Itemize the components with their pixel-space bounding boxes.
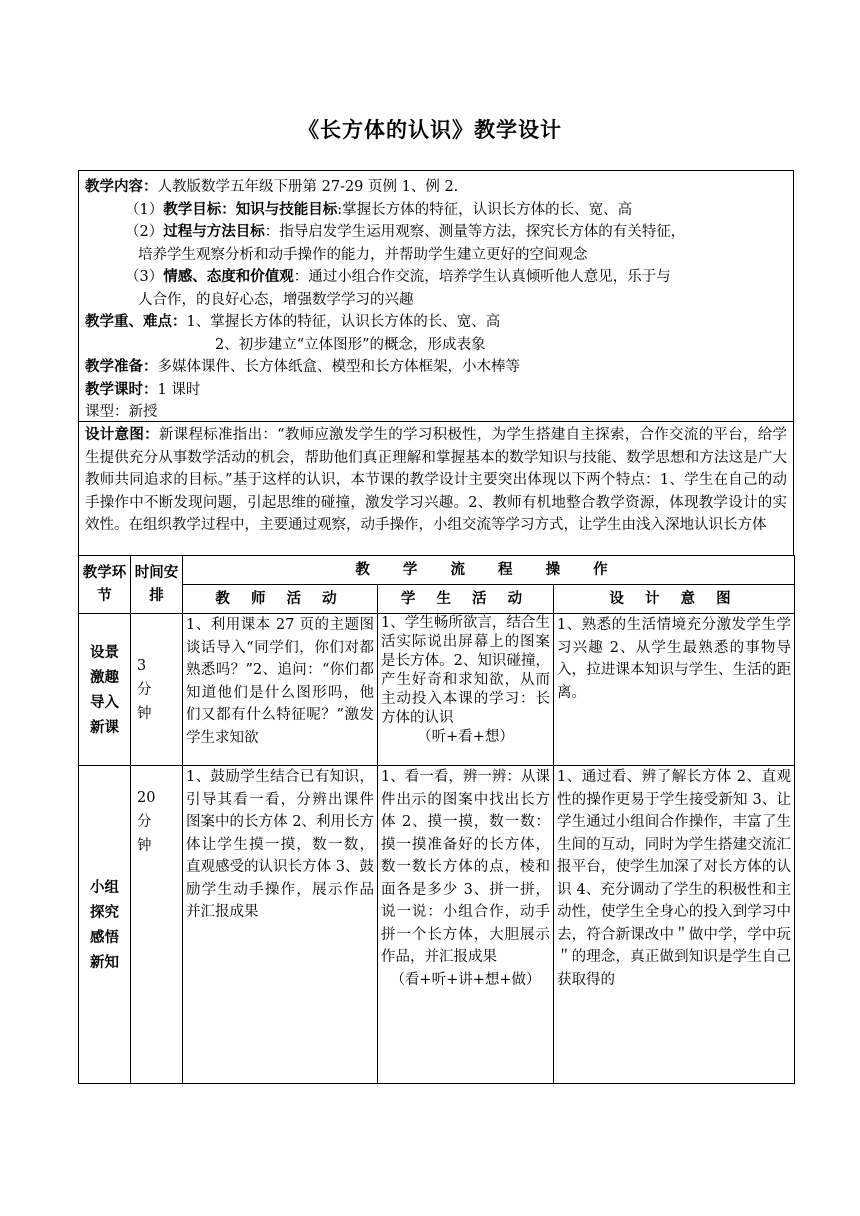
intent-header: 设 计 意 图 [554,585,795,614]
stage-line: 激趣 [90,668,119,686]
goal3-line [85,266,787,289]
flow-table [78,555,795,1084]
teacher-cell: 1、利用课本 27 页的主题图谈话导入“同学们，你们对都熟悉吗？”2、追问：“你们都知道他们是什么图形吗，他们又都有什么特征呢？”激发学生求知欲 [183,614,378,766]
content-line [85,176,787,199]
design-intent [78,421,794,556]
goal2-text-a: ：指导启发学生运用观察、测量等方法，探究长方体的有关特征， [264,224,686,240]
student-header: 学 生 活 动 [378,585,554,614]
goal3-line-b: 人合作，的良好心态，增强数学学习的兴趣 [138,291,414,308]
goal1-text: :掌握长方体的特征，认识长方体的长、宽、高 [337,201,633,218]
design-label: 设计意图： [85,426,159,443]
time-line: 分 [137,681,152,698]
key-line [85,311,787,334]
key-label: 教学重、难点： [85,313,187,330]
hours-line [85,379,787,402]
goal2-line-b: 培养学生观察分析和动手操作的能力，并帮助学生建立更好的空间观念 [138,246,588,263]
stage-line: 设景 [90,643,119,661]
col-stage-header [79,556,131,614]
prep-line [85,356,787,379]
time-cell [131,766,183,1084]
time-line: 钟 [137,705,152,722]
teacher-header: 教 师 活 动 [183,585,378,614]
stage-line: 新课 [90,718,119,736]
goal1-prefix: （1） [125,201,164,218]
table-row [79,766,795,1084]
table-row [79,614,795,766]
content-text: 人教版数学五年级下册第 27-29 页例 1、例 2. [157,179,459,195]
goal2-line [85,221,787,244]
time-line: 3 [137,657,147,674]
intent-cell: 1、熟悉的生活情境充分激发学生学习兴趣 2、从学生最熟悉的事物导入，拉进课本知识与学生、生活的距离。 [554,614,795,766]
stage-cell [79,614,131,766]
teacher-cell: 1、鼓励学生结合已有知识，引导其看一看，分辨出课件图案中的长方体 2、利用长方体让学生摸一摸，数一数，直观感受的认识长方体 3、鼓励学生动手操作，展示作品并汇报成果 [183,766,378,1084]
goal2-prefix: （2） [125,224,164,240]
lesson-info [78,170,794,422]
stage-line: 小组 [90,878,119,896]
student-tail: （听+看+想） [417,729,514,745]
stage-line: 导入 [90,693,119,711]
key-line-2: 2、初步建立“立体图形”的概念，形成表象 [215,336,486,353]
prep-text: 多媒体课件、长方体纸盒、模型和长方体框架，小木棒等 [157,359,520,375]
col-time-header [131,556,183,614]
goal3-prefix: （3） [125,269,164,285]
content-label: 教学内容： [85,178,158,195]
student-cell [378,614,554,766]
time-line: 钟 [137,838,152,854]
stage-line: 探究 [90,903,119,921]
design-text: 新课程标准指出：“教师应激发学生的学习积极性，为学生搭建自主探索，合作交流的平台，给学生提供充分从事数学活动的机会，帮助他们真正理解和掌握基本的数学知识与技能、数学思想和方法这是广大教师共同追求的目标。”基于这样的认识，本节课的教学设计主要突出体现以下两个特点：1、学生在自己的动手操作中不断发现问题，引起思维的碰撞，激发学习兴趣。2、教师有机地整合教学资源，体现教学设计的实效性。在组织教学过程中，主要通过观察，动手操作，小组交流等学习方式，让学生由浅入深地认识长方体 [85,427,788,533]
time-line: 分 [137,814,152,830]
col-stage-text: 教学环节 [82,564,127,604]
hours-text: 1 课时 [157,381,201,398]
intent-cell: 1、通过看、辨了解长方体 2、直观性的操作更易于学生接受新知 3、让学生通过小组间合作操作，丰富了生生间的互动，同时为学生搭建交流汇报平台，使学生加深了对长方体的认识 4、充分调动了学生的积极性和主动性，使学生全身心的投入到学习中去，符合新课改中＂做中学，学中玩＂的理念，真正做到知识是学生自己获取得的 [554,766,795,1084]
goal3-text-a: ：通过小组合作交流，培养学生认真倾听他人意见，乐于与 [293,269,671,285]
goal1-line [85,199,787,222]
prep-label: 教学准备： [85,358,158,375]
flow-header: 教 学 流 程 操 作 [183,556,795,585]
goal3-label: 情感、态度和价值观 [163,268,294,285]
goal2-label: 过程与方法目标 [163,223,265,240]
time-cell [131,614,183,766]
col-time-text: 时间安排 [134,564,179,604]
page-title: 《长方体的认识》教学设计 [298,117,562,142]
student-cell [378,766,554,1084]
key-text1: 1、掌握长方体的特征，认识长方体的长、宽、高 [186,314,501,330]
type-line: 课型：新授 [85,404,158,420]
time-line: 20 [137,790,156,806]
student-tail: （看+听+讲+想+做） [390,971,541,988]
goal1-label: 教学目标：知识与技能目标 [163,200,338,218]
stage-line: 新知 [90,953,119,971]
stage-line: 感悟 [90,928,119,946]
student-text: 1、学生畅所欲言，结合生活实际说出屏幕上的图案是长方体。2、知识碰撞，产生好奇和求知欲，从而主动投入本课的学习：长方体的认识 [381,615,550,726]
stage-cell [79,766,131,1084]
hours-label: 教学课时： [85,380,158,398]
student-text: 1、看一看，辨一辨：从课件出示的图案中找出长方体 2、摸一摸，数一数：摸一摸准备好的长方体，数一数长方体的点，棱和面各是多少 3、拼一拼，说一说：小组合作，动手拼一个长方体，大胆展示作品，并汇报成果 [381,769,550,965]
